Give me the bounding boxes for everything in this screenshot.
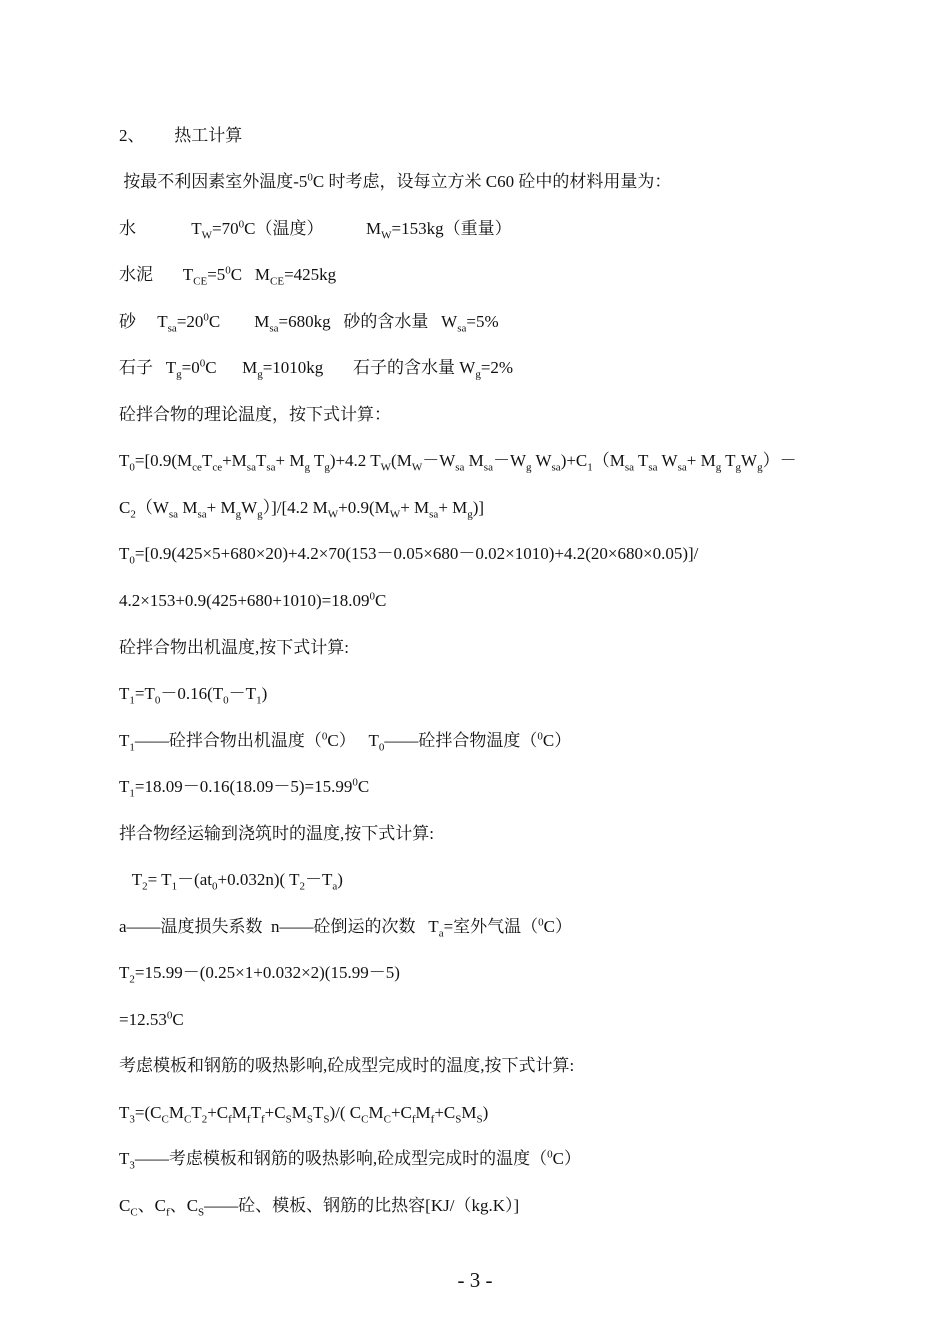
calc-t2-line1: $T_2=15.99-(0.25\times 1+0.032\times 2)(15.99-5)$ [119,963,400,986]
t3-definition: $T_3——$考虑模板和钢筋的吸热影响,砼成型完成时的温度（$^0$C） [119,1148,581,1172]
t2-definition: a——温度损失系数 n——砼倒运的次数 $T_a=$室外气温（$^0$C） [119,916,573,940]
exit-temp-heading: 砼拌合物出机温度,按下式计算: [119,638,349,657]
stone-line: 石子 $T_g=0^0C$ $M_g=1010kg$ 石子的含水量 $W_g=2\%$ [119,357,514,381]
calc-t1: $T_1=18.09-0.16(18.09-5)=15.99^0C$ [119,776,370,800]
formula-t3: $T_3=(C_CM_CT_2+C_fM_fT_f+C_SM_ST_S)/$( $C_CM_C+C_fM_f+C_SM_S$) [119,1103,489,1126]
calc-t2-line2: $=12.53^0C$ [119,1009,184,1029]
intro-line: 按最不利因素室外温度$-5^0C$ 时考虑，设每立方米 C60 砼中的材料用量为： [119,171,672,191]
t1-definition: $T_1——$砼拌合物出机温度（$^0$C） $T_0——$砼拌合物温度（$^0$C） [119,730,572,754]
water-line: 水 $T_W=70^0C$（温度） $M_W=153kg$（重量） [119,218,512,242]
calc-t0-line2: $4.2\times 153+0.9(425+680+1010)=18.09^0C$ [119,590,387,610]
specific-heat-definition: $C_C$、$C_f$、$C_S——$砼、模板、钢筋的比热容[KJ/（kg.K）] [119,1196,520,1219]
section-heading: 2、 热工计算 [119,126,243,145]
calc-t0-line1: $T_0=[0.9(425\times 5+680\times 20)+4.2\times 70(153-0.05\times 680-0.02\times 1010)+4.2(20\times 680\times 0.05)]/$ [119,544,699,567]
formula-t2: $T_2= T_1-(at_0+0.032n)$( $T_2-T_a$) [119,870,343,893]
sand-line: 砂 $T_{sa}=20^0C$ $M_{sa}=680kg$ 砂的含水量 $W_{sa}=5\%$ [119,311,499,335]
theory-temp-heading: 砼拌合物的理论温度，按下式计算： [119,405,391,424]
formula-t0-line1: $T_0=[0.9(M_{ce}T_{ce}+M_{sa}T_{sa}+ M_g$ $T_g)+4.2$ $T_W(M_W-W_{sa}$ $M_{sa}-W_g$ $W_{sa})+C_1(M_{sa}$ $T_{sa}$ $W_{sa}+ M_g$ $T_gW_g)-$ [119,451,797,474]
formula-t1: $T_1=T_0-0.16(T_0-T_1)$ [119,684,268,707]
formula-t0-line2: $C_2(W_{sa}$ $M_{sa}+ M_gW_g)]/[4.2$ $M_W+0.9(M_W+ M_{sa}+ M_g)$] [119,498,485,521]
formwork-temp-heading: 考虑模板和钢筋的吸热影响,砼成型完成时的温度,按下式计算: [119,1056,575,1075]
cement-line: 水泥 $T_{CE}=5^0C$ $M_{CE}=425kg$ [119,264,337,288]
pour-temp-heading: 拌合物经运输到浇筑时的温度,按下式计算: [119,824,434,843]
page-number: - 3 - [457,1268,493,1292]
